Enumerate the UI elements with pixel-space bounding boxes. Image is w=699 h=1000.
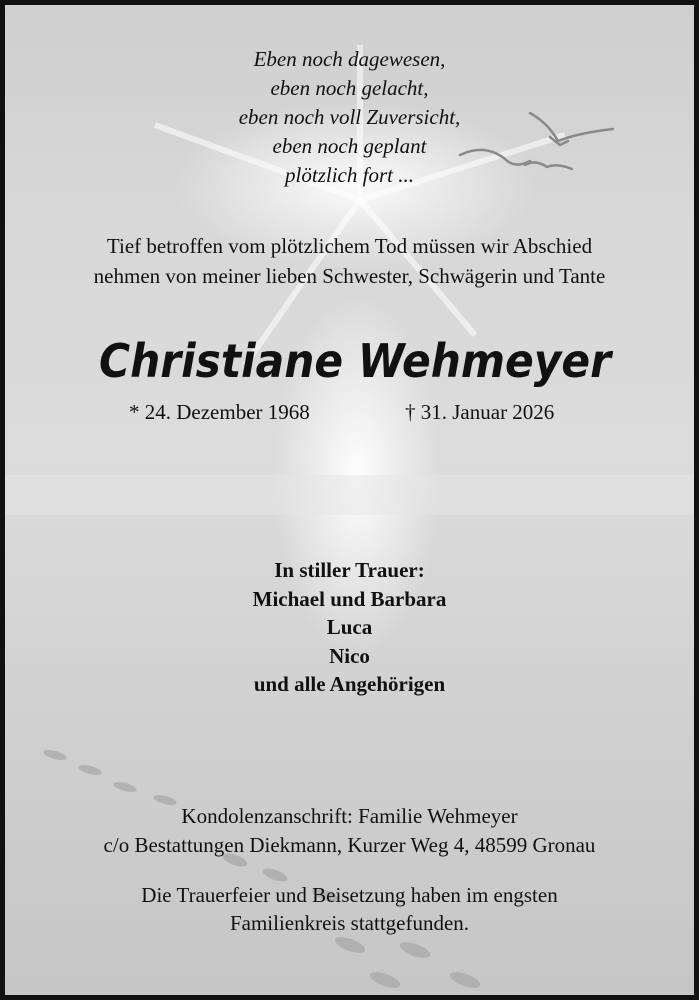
address-line: Kondolenzanschrift: Familie Wehmeyer <box>181 804 518 828</box>
mourner-name: und alle Angehörigen <box>253 672 446 696</box>
deceased-name-block <box>97 327 617 402</box>
mourner-name: Michael und Barbara <box>252 586 447 611</box>
footprints-decoration <box>42 748 482 991</box>
poem-line: plötzlich fort ... <box>285 163 414 187</box>
poem-line: Eben noch dagewesen, <box>253 47 446 71</box>
note-line: Die Trauerfeier und Beisetzung haben im engsten <box>141 883 558 907</box>
poem-line: eben noch voll Zuversicht, <box>238 105 461 129</box>
deceased-name-svg <box>97 327 617 397</box>
intro-text <box>5 231 694 291</box>
poem-line: eben noch geplant <box>272 134 427 158</box>
mourner-name: Luca <box>326 615 373 639</box>
condolence-address <box>5 802 694 860</box>
poem-line: eben noch gelacht, <box>270 76 429 100</box>
birth-date: * 24. Dezember 1968 <box>129 400 310 424</box>
mourners-block <box>5 556 694 699</box>
poem <box>5 45 694 190</box>
death-date: † 31. Januar 2026 <box>405 400 555 424</box>
note-line: Familienkreis stattgefunden. <box>229 911 470 935</box>
mourner-name: Nico <box>329 643 370 668</box>
deceased-name: Christiane Wehmeyer <box>99 334 615 388</box>
address-line: c/o Bestattungen Diekmann, Kurzer Weg 4, 48599 Gronau <box>103 833 596 857</box>
intro-line: nehmen von meiner lieben Schwester, Schwägerin und Tante <box>93 264 606 288</box>
intro-line: Tief betroffen vom plötzlichem Tod müssen wir Abschied <box>106 234 593 258</box>
mourners-heading: In stiller Trauer: <box>274 558 425 582</box>
funeral-note <box>5 881 694 937</box>
